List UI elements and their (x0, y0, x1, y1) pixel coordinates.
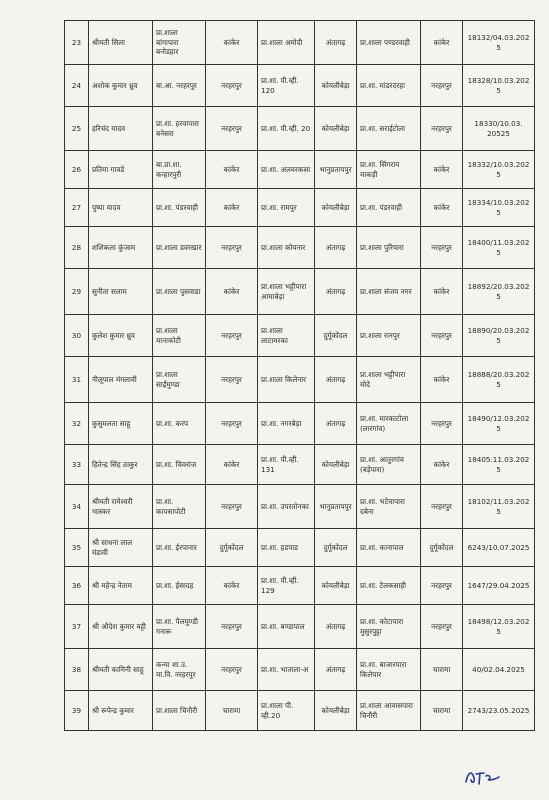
teacher-name: श्री रूपेन्द्र कुमार (89, 691, 153, 731)
current-block: कांकेर (206, 151, 258, 189)
attached-school: प्रा.शा. सराईटोला (357, 107, 421, 151)
attached-block: नरहरपुर (421, 315, 463, 357)
posted-school: प्रा.शा. पी.व्ही. 120 (258, 65, 315, 107)
order-number-date: 18892/20.03.2025 (463, 269, 535, 315)
teacher-name: श्रीमती सिला (89, 21, 153, 65)
posted-school: प्रा.शाला पी. व्ही.20 (258, 691, 315, 731)
row-serial: 39 (65, 691, 89, 731)
current-block: चारामा (206, 691, 258, 731)
attached-block: कांकेर (421, 189, 463, 227)
posted-school: प्रा.शाला लाटामरका (258, 315, 315, 357)
posted-block: अंतागढ़ (315, 227, 357, 269)
current-school: प्रा.शा. चिवरांज (153, 445, 206, 485)
attached-school: प्रा.शा. कानापाल (357, 529, 421, 567)
table-row (65, 567, 535, 605)
attached-block: नरहरपुर (421, 485, 463, 529)
table-row (65, 605, 535, 649)
current-school: प्रा.शाला मानाकोटी (153, 315, 206, 357)
attached-block: कांकेर (421, 445, 463, 485)
teacher-name: श्री औदेश कुमार वट्टी (89, 605, 153, 649)
current-school: प्रा.शाला साईंमुण्डा (153, 357, 206, 403)
row-serial: 35 (65, 529, 89, 567)
posted-school: प्रा.शाला किलेनार (258, 357, 315, 403)
order-number-date: 18132/04.03.2025 (463, 21, 535, 65)
current-school: प्रा.शा. ईसादह (153, 567, 206, 605)
row-serial: 33 (65, 445, 89, 485)
order-number-date: 18334/10.03.2025 (463, 189, 535, 227)
row-serial: 25 (65, 107, 89, 151)
teacher-name: अशोक कुमार ध्रुव (89, 65, 153, 107)
posted-block: कोयलीबेड़ा (315, 445, 357, 485)
row-serial: 28 (65, 227, 89, 269)
current-school: प्रा.शाला बांगापारा बनोडहार (153, 21, 206, 65)
attached-block: नरहरपुर (421, 227, 463, 269)
current-block: कांकेर (206, 21, 258, 65)
attached-block: नरहरपुर (421, 403, 463, 445)
row-serial: 34 (65, 485, 89, 529)
table-row (65, 65, 535, 107)
current-block: दुर्गूकोंदल (206, 529, 258, 567)
order-number-date: 18888/20.03.2025 (463, 357, 535, 403)
table-row (65, 403, 535, 445)
posted-block: कोयलीबेड़ा (315, 567, 357, 605)
order-number-date: 2743/23.05.2025 (463, 691, 535, 731)
teacher-name: हितेन्द्र सिंह ठाकुर (89, 445, 153, 485)
posted-block: अंतागढ़ (315, 605, 357, 649)
current-block: नरहरपुर (206, 107, 258, 151)
table-row (65, 485, 535, 529)
row-serial: 37 (65, 605, 89, 649)
current-block: कांकेर (206, 445, 258, 485)
row-serial: 31 (65, 357, 89, 403)
order-number-date: 18332/10.03.2025 (463, 151, 535, 189)
current-block: नरहरपुर (206, 605, 258, 649)
signature-mark (462, 764, 502, 788)
attached-block: नरहरपुर (421, 107, 463, 151)
current-school: कन्या शा.उ. मा.वि. नरहरपुर (153, 649, 206, 691)
teacher-name: कुलेश कुमार ध्रुव (89, 315, 153, 357)
attached-block: नरहरपुर (421, 65, 463, 107)
row-serial: 26 (65, 151, 89, 189)
row-serial: 32 (65, 403, 89, 445)
posted-school: प्रा.शा. पी.व्ही. 20 (258, 107, 315, 151)
posted-block: भानुप्रतापपुर (315, 485, 357, 529)
attached-school: प्रा.शा. कोटापारा मुसुरपुट्टा (357, 605, 421, 649)
current-school: प्रा.शा. करप (153, 403, 206, 445)
current-block: कांकेर (206, 269, 258, 315)
current-school: प्रा.शा. पंडरवाही (153, 189, 206, 227)
current-school: प्रा.शा. हरवापारा बनेसरा (153, 107, 206, 151)
attached-school: प्रा.शा. भटेवापारा दबेना (357, 485, 421, 529)
order-number-date: 18490/12.03.2025 (463, 403, 535, 445)
posted-school: प्रा.शा. अलवरकसा (258, 151, 315, 189)
attached-school: प्रा.शाला आवासपारा चिनौरी (357, 691, 421, 731)
posted-block: कोयलीबेड़ा (315, 189, 357, 227)
posted-block: दुर्गूकोंदल (315, 315, 357, 357)
table-row (65, 189, 535, 227)
posted-school: प्रा.शा. पी.व्ही. 129 (258, 567, 315, 605)
posted-school: प्रा.शा. भाताला-अ (258, 649, 315, 691)
current-school: प्रा.शा. कापसापोटी (153, 485, 206, 529)
table-row (65, 445, 535, 485)
attached-block: नरहरपुर (421, 605, 463, 649)
order-number-date: 18102/11.03.2025 (463, 485, 535, 529)
posted-school: प्रा.शा. बण्डापाल (258, 605, 315, 649)
attached-school: प्रा.शा. बाजारपारा किलेपार (357, 649, 421, 691)
table-row (65, 21, 535, 65)
posted-block: अंतागढ़ (315, 403, 357, 445)
table-row (65, 107, 535, 151)
attached-block: चारामा (421, 691, 463, 731)
posted-school: प्रा.शाला कोयनार (258, 227, 315, 269)
teacher-name: हरिचंद यादव (89, 107, 153, 151)
attached-block: कांकेर (421, 151, 463, 189)
table-row (65, 357, 535, 403)
teacher-name: नीलूपाल मंगलावी (89, 357, 153, 403)
posted-school: प्रा.शाला अमोदी (258, 21, 315, 65)
attached-school: प्रा.शा. सिंगराय माकड़ी (357, 151, 421, 189)
current-school: प्रा.शाला डवरखार (153, 227, 206, 269)
attached-block: दुर्गूकोंदल (421, 529, 463, 567)
attached-block: कांकेर (421, 357, 463, 403)
current-block: नरहरपुर (206, 65, 258, 107)
row-serial: 23 (65, 21, 89, 65)
posted-block: कोयलीबेड़ा (315, 107, 357, 151)
posted-school: प्रा.शा. रामपुर (258, 189, 315, 227)
posted-block: कोयलीबेड़ा (315, 65, 357, 107)
attached-block: कांकेर (421, 21, 463, 65)
posted-block: भानुप्रतापपुर (315, 151, 357, 189)
attached-school: प्रा.शा. आतुरगांव (बड़ेपारा) (357, 445, 421, 485)
posted-block: अंतागढ़ (315, 269, 357, 315)
attached-school: प्रा.शाला पुरियारा (357, 227, 421, 269)
posted-school: प्रा.शा. उपरतोनका (258, 485, 315, 529)
current-school: प्रा.शा. पैलमुण्डी गनारू (153, 605, 206, 649)
order-number-date: 18405.11.03.2025 (463, 445, 535, 485)
row-serial: 24 (65, 65, 89, 107)
transfer-table (64, 20, 535, 731)
attached-school: प्रा.शाला रानपुर (357, 315, 421, 357)
table-row (65, 151, 535, 189)
teacher-name: सुनीता सलाम (89, 269, 153, 315)
row-serial: 30 (65, 315, 89, 357)
current-school: प्रा.शाला पुसवाडा (153, 269, 206, 315)
current-block: नरहरपुर (206, 357, 258, 403)
table-row (65, 649, 535, 691)
teacher-name: श्री साधना लाल मंडावी (89, 529, 153, 567)
current-block: नरहरपुर (206, 649, 258, 691)
table-body (65, 21, 535, 731)
posted-block: अंतागढ़ (315, 21, 357, 65)
attached-school: प्रा.शा. पंडरवाही (357, 189, 421, 227)
current-school: बा.प्रा.शा. कन्हारपुरी (153, 151, 206, 189)
order-number-date: 18330/10.03. 20525 (463, 107, 535, 151)
current-school: प्रा.शा. ईरपानार (153, 529, 206, 567)
current-block: नरहरपुर (206, 315, 258, 357)
row-serial: 27 (65, 189, 89, 227)
current-school: प्रा.शाला चिनौरी (153, 691, 206, 731)
posted-school: प्रा.शा. हडपाड (258, 529, 315, 567)
current-block: नरहरपुर (206, 485, 258, 529)
order-number-date: 18890/20.03.2025 (463, 315, 535, 357)
attached-school: प्रा.शा. मांडरदरहा (357, 65, 421, 107)
posted-block: कोयलीबेड़ा (315, 691, 357, 731)
teacher-name: श्री महेन्द्र नेताम (89, 567, 153, 605)
order-number-date: 18498/12.03.2025 (463, 605, 535, 649)
row-serial: 38 (65, 649, 89, 691)
table-row (65, 691, 535, 731)
teacher-name: प्रतिमा गावडे (89, 151, 153, 189)
posted-block: अंतागढ़ (315, 357, 357, 403)
teacher-name: कुसुमलता साहू (89, 403, 153, 445)
row-serial: 36 (65, 567, 89, 605)
table-row (65, 269, 535, 315)
attached-block: नरहरपुर (421, 567, 463, 605)
teacher-name: श्रीमती रामेश्वरी भास्कर (89, 485, 153, 529)
current-block: नरहरपुर (206, 227, 258, 269)
posted-school: प्रा.शाला भट्टीपारा आमाबेड़ा (258, 269, 315, 315)
current-block: कांकेर (206, 189, 258, 227)
teacher-name: श्रीमती कामिनी साहू (89, 649, 153, 691)
attached-school: प्रा.शा. टेलकसाही (357, 567, 421, 605)
posted-school: प्रा.शा. नगरबेड़ा (258, 403, 315, 445)
table-row (65, 315, 535, 357)
attached-school: प्रा.शा. मारकाटोला (लारगांव) (357, 403, 421, 445)
table-row (65, 529, 535, 567)
attached-school: प्रा.शाला पण्डरवाही (357, 21, 421, 65)
order-number-date: 40/02.04.2025 (463, 649, 535, 691)
current-block: नरहरपुर (206, 403, 258, 445)
teacher-name: पुष्पा यादव (89, 189, 153, 227)
order-number-date: 1647/29.04.2025 (463, 567, 535, 605)
order-number-date: 18400/11.03.2025 (463, 227, 535, 269)
attached-block: चारामा (421, 649, 463, 691)
attached-school: प्रा.शाला भट्टीपारा मोदे (357, 357, 421, 403)
table-row (65, 227, 535, 269)
order-number-date: 6243/10.07.2025 (463, 529, 535, 567)
attached-school: प्रा.शाला संजय नगर (357, 269, 421, 315)
attached-block: कांकेर (421, 269, 463, 315)
posted-block: दुर्गूकोंदल (315, 529, 357, 567)
teacher-name: शशिकला कुंजाम (89, 227, 153, 269)
order-number-date: 18328/10.03.2025 (463, 65, 535, 107)
current-block: कांकेर (206, 567, 258, 605)
current-school: बा.आ. नरहरपुर (153, 65, 206, 107)
row-serial: 29 (65, 269, 89, 315)
posted-school: प्रा.शा. पी.व्ही. 131 (258, 445, 315, 485)
posted-block: अंतागढ़ (315, 649, 357, 691)
